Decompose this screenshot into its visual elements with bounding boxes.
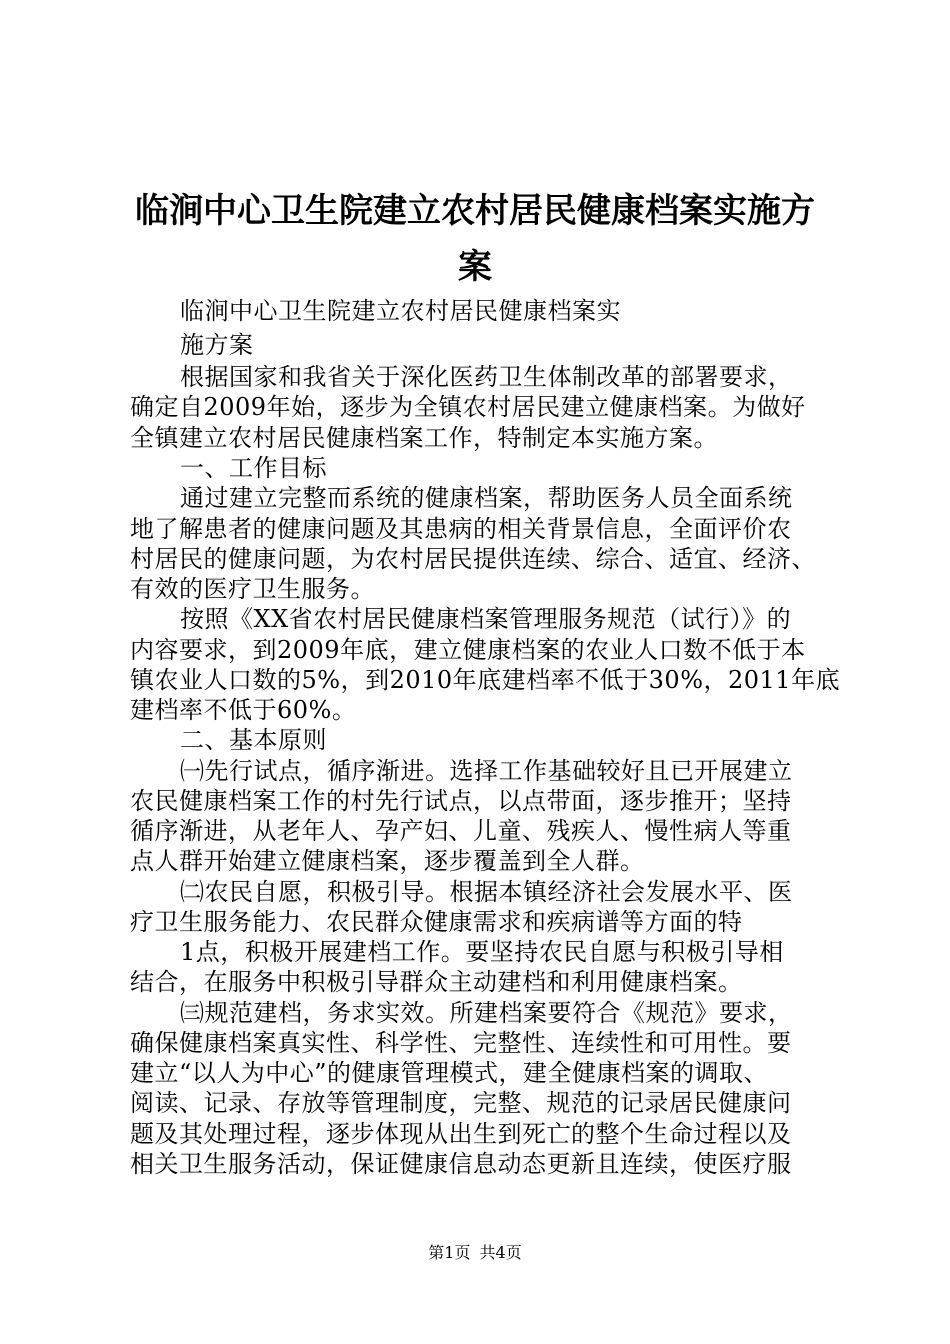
- page-number: 第1页: [428, 1243, 471, 1262]
- section-heading: 二、基本原则: [180, 726, 327, 754]
- paragraph-line: 按照《XX省农村居民健康档案管理服务规范（试行）》的: [180, 605, 792, 633]
- paragraph-line: 循序渐进，从老年人、孕产妇、儿童、残疾人、慢性病人等重: [130, 817, 792, 845]
- paragraph-line: 阅读、记录、存放等管理制度，完整、规范的记录居民健康问: [130, 1089, 792, 1117]
- paragraph-line: ㈠先行试点，循序渐进。选择工作基础较好且已开展建立: [180, 757, 793, 785]
- document-title-line-1: 临涧中心卫生院建立农村居民健康档案实施方: [135, 191, 815, 231]
- paragraph-line: ㈢规范建档，务求实效。所建档案要符合《规范》要求，: [180, 999, 793, 1027]
- paragraph-line: 确定自2009年始，逐步为全镇农村居民建立健康档案。为做好: [130, 393, 806, 421]
- paragraph-line: 确保健康档案真实性、科学性、完整性、连续性和可用性。要: [130, 1029, 792, 1057]
- paragraph-line: 建档率不低于60%。: [130, 696, 357, 724]
- paragraph-line: 全镇建立农村居民健康档案工作，特制定本实施方案。: [130, 424, 718, 452]
- paragraph-line: 镇农业人口数的5%，到2010年底建档率不低于30%，2011年底: [130, 666, 841, 694]
- paragraph-line: 点人群开始建立健康档案，逐步覆盖到全人群。: [130, 847, 645, 875]
- section-heading: 一、工作目标: [180, 454, 327, 482]
- paragraph-line: 结合，在服务中积极引导群众主动建档和利用健康档案。: [130, 968, 743, 996]
- paragraph-line: 通过建立完整而系统的健康档案，帮助医务人员全面系统: [180, 484, 793, 512]
- paragraph-line: 内容要求，到2009年底，建立健康档案的农业人口数不低于本: [130, 636, 806, 664]
- paragraph-line: 1点，积极开展建档工作。要坚持农民自愿与积极引导相: [180, 938, 784, 966]
- paragraph-line: 地了解患者的健康问题及其患病的相关背景信息，全面评价农: [130, 515, 792, 543]
- paragraph-line: 相关卫生服务活动，保证健康信息动态更新且连续，使医疗服: [130, 1150, 792, 1178]
- paragraph-line: 有效的医疗卫生服务。: [130, 575, 375, 603]
- paragraph-line: ㈡农民自愿，积极引导。根据本镇经济社会发展水平、医: [180, 878, 793, 906]
- paragraph-line: 疗卫生服务能力、农民群众健康需求和疾病谱等方面的特: [130, 908, 743, 936]
- paragraph-line: 题及其处理过程，逐步体现从出生到死亡的整个生命过程以及: [130, 1120, 792, 1148]
- subtitle-line-1: 临涧中心卫生院建立农村居民健康档案实: [180, 297, 621, 325]
- page-total: 共4页: [479, 1243, 522, 1262]
- paragraph-line: 根据国家和我省关于深化医药卫生体制改革的部署要求，: [180, 363, 793, 391]
- paragraph-line: 农民健康档案工作的村先行试点，以点带面，逐步推开；坚持: [130, 787, 792, 815]
- subtitle-line-2: 施方案: [180, 331, 254, 359]
- document-title-line-2: 案: [458, 247, 492, 287]
- paragraph-line: 村居民的健康问题，为农村居民提供连续、综合、适宜、经济、: [130, 545, 816, 573]
- page-footer: [0, 1243, 950, 1263]
- paragraph-line: 建立“以人为中心”的健康管理模式，建全健康档案的调取、: [130, 1059, 769, 1087]
